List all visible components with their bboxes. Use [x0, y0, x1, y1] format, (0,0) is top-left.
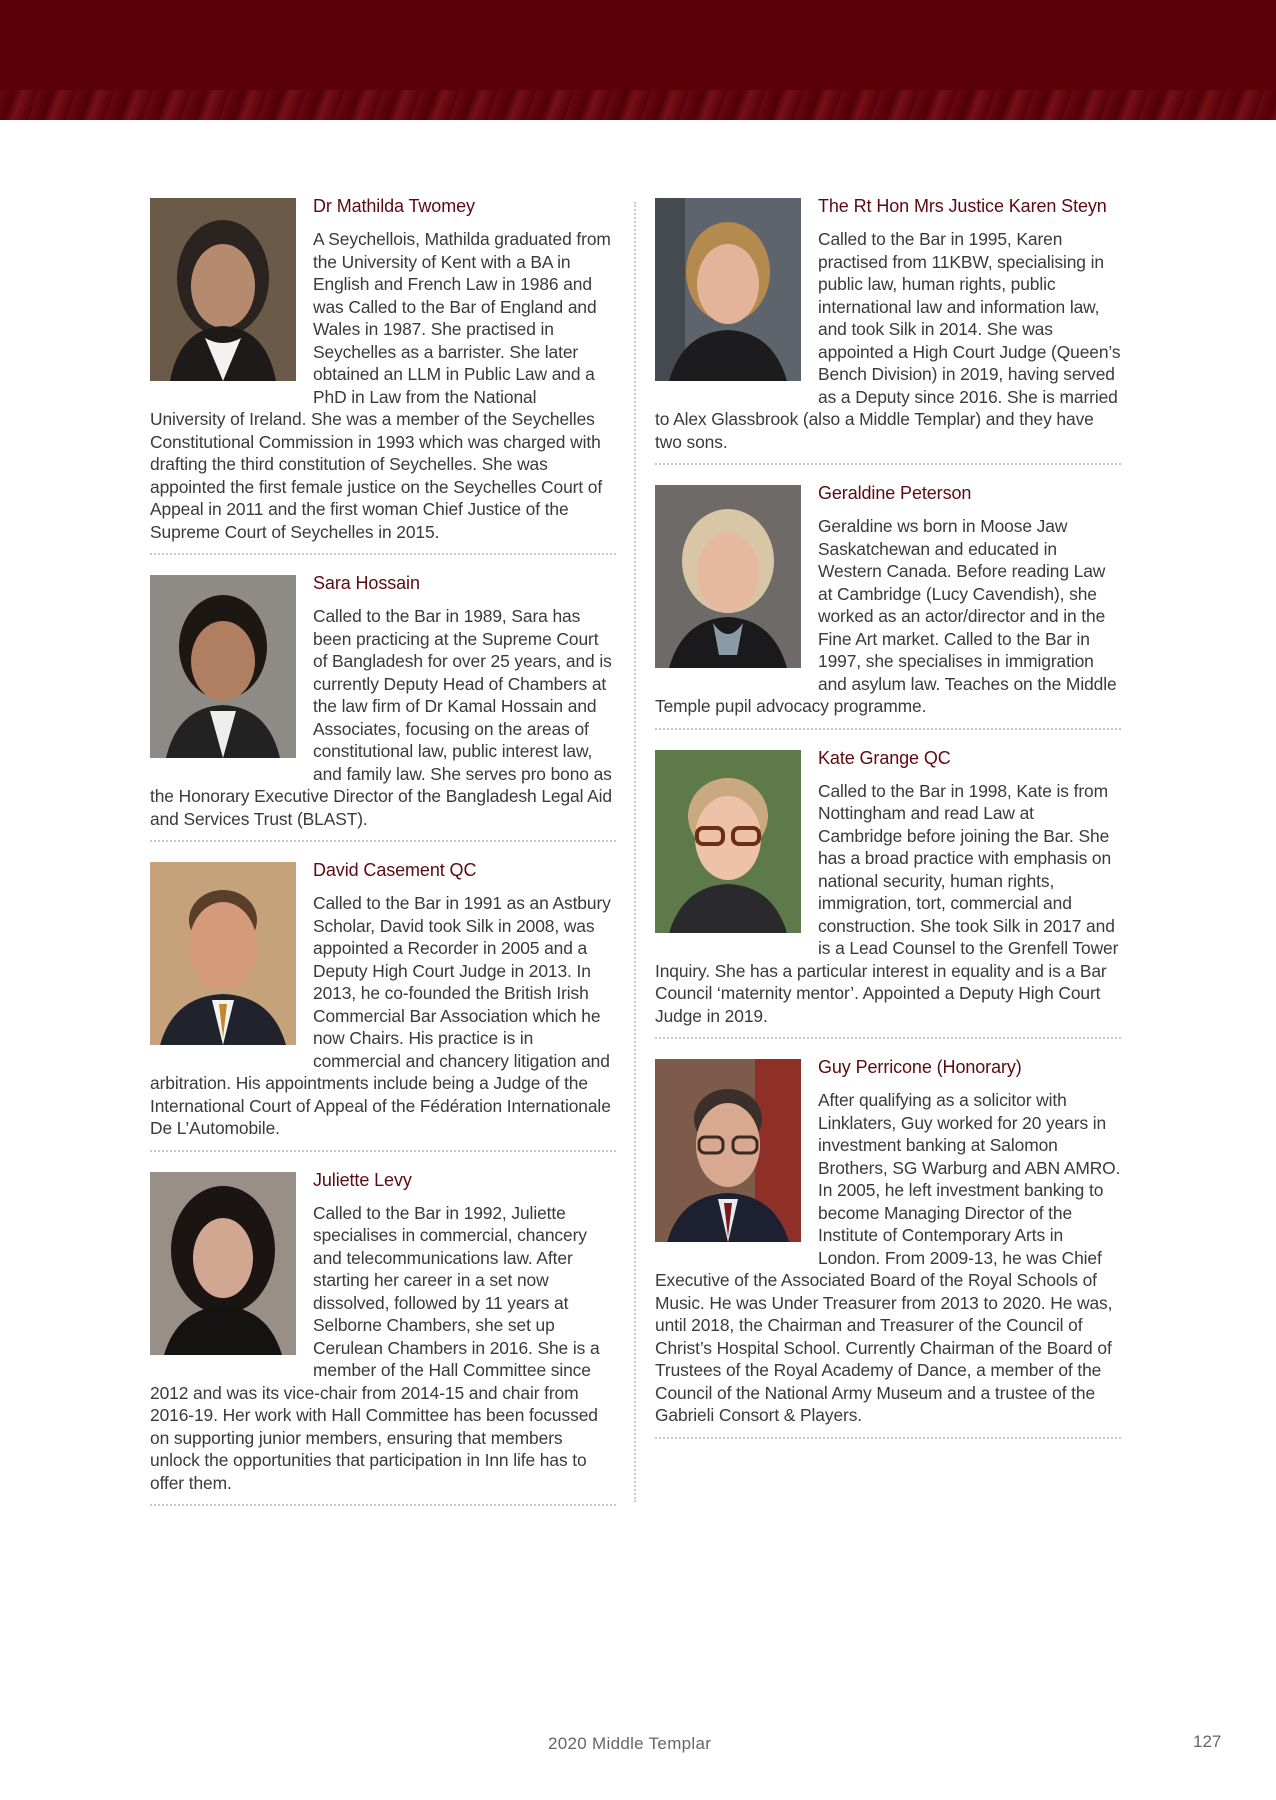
portrait-photo [150, 862, 296, 1045]
person-name: Juliette Levy [313, 1169, 412, 1190]
bio-entry [150, 194, 616, 555]
bio-entry [150, 1168, 616, 1507]
bio-entry [655, 1055, 1121, 1439]
bio-entry [655, 481, 1121, 730]
person-name: Dr Mathilda Twomey [313, 196, 475, 216]
portrait-photo [150, 1172, 296, 1355]
portrait-photo [150, 575, 296, 758]
person-name: The Rt Hon Mrs Justice Karen Steyn [818, 196, 1107, 216]
portrait-photo [655, 1059, 801, 1242]
bio-text: Called to the Bar in 1991 as an Astbury Scholar, David took Silk in 2008, was appointed a Recorder in 2005 and a Deputy High Court Judge in 2013. In 2013, he co-founded the British Irish Commercial Bar Association which he now Chairs. His practice is in commercial and chancery litigation and arbitration. His appointments include being a Judge of the International Court of Appeal of the Fédération Internationale De L’Automobile. [150, 893, 611, 1138]
bio-entry [655, 746, 1121, 1040]
header-pattern-strip [0, 90, 1276, 120]
bio-entry [150, 571, 616, 842]
bio-text: Called to the Bar in 1989, Sara has been practicing at the Supreme Court of Bangladesh for over 25 years, and is currently Deputy Head of Chambers at the law firm of Dr Kamal Hossain and Associates, focusing on the areas of constitutional law, public interest law, and family law. She serves pro bono as the Honorary Executive Director of the Bangladesh Legal Aid and Services Trust (BLAST). [150, 606, 612, 829]
footer-publication-title: 2020 Middle Templar [548, 1734, 712, 1753]
portrait-photo [150, 198, 296, 381]
bio-text: A Seychellois, Mathilda graduated from the University of Kent with a BA in English and French Law in 1986 and was Called to the Bar of England and Wales in 1987. She practised in Seychelles as a barrister. She later obtained an LLM in Public Law and a PhD in Law from the National University of Ireland. She was a member of the Seychelles Constitutional Commission in 1993 which was charged with drafting the third constitution of Seychelles. She was appointed the first female justice on the Seychelles Court of Appeal in 2011 and the first woman Chief Justice of the Supreme Court of Seychelles in 2015. [150, 229, 611, 542]
portrait-photo [655, 750, 801, 933]
person-name: Geraldine Peterson [818, 483, 972, 503]
bio-text: Called to the Bar in 1998, Kate is from Nottingham and read Law at Cambridge before joining the Bar. She has a broad practice with emphasis on national security, human rights, immigration, tort, commercial and construction. She took Silk in 2017 and is a Lead Counsel to the Grenfell Tower Inquiry. She has a particular interest in equality and is a Bar Council ‘maternity mentor’. Appointed a Deputy High Court Judge in 2019. [655, 780, 1119, 1026]
bio-text: Called to the Bar in 1992, Juliette specialises in commercial, chancery and telecommunications law. After starting her career in a set now dissolved, followed by 11 years at Selborne Chambers, she set up Cerulean Chambers in 2016. She is a member of the Hall Committee since 2012 and was its vice-chair from 2014-15 and chair from 2016-19. Her work with Hall Committee has been focussed on supporting junior members, ensuring that members unlock the opportunities that participation in Inn life has to offer them. [150, 1202, 600, 1493]
bio-text: Geraldine ws born in Moose Jaw Saskatchewan and educated in Western Canada. Before reading Law at Cambridge (Lucy Cavendish), she worked as an actor/director and in the Fine Art market. Called to the Bar in 1997, she specialises in immigration and asylum law. Teaches on the Middle Temple pupil advocacy programme. [655, 516, 1117, 716]
page-number: 127 [1193, 1732, 1222, 1751]
person-name: Guy Perricone (Honorary) [818, 1057, 1022, 1077]
person-name: Kate Grange QC [818, 747, 951, 768]
bio-text: Called to the Bar in 1995, Karen practised from 11KBW, specialising in public law, human rights, public international law and information law, and took Silk in 2014. She was appointed a High Court Judge (Queen’s Bench Division) in 2019, having served as a Deputy since 2016. She is married to Alex Glassbrook (also a Middle Templar) and they have two sons. [655, 229, 1121, 452]
left-column [150, 194, 616, 1522]
person-name: Sara Hossain [313, 573, 420, 593]
portrait-photo [655, 485, 801, 668]
portrait-photo [655, 198, 801, 381]
right-column [655, 194, 1121, 1455]
bio-entry [150, 858, 616, 1152]
column-divider [634, 202, 636, 1502]
bio-entry [655, 194, 1121, 465]
person-name: David Casement QC [313, 860, 477, 880]
bio-text: After qualifying as a solicitor with Linklaters, Guy worked for 20 years in investment banking at Salomon Brothers, SG Warburg and ABN AMRO. In 2005, he left investment banking to become Managing Director of the Institute of Contemporary Arts in London. From 2009-13, he was Chief Executive of the Associated Board of the Royal Schools of Music. He was Under Treasurer from 2013 to 2020. He was, until 2018, the Chairman and Treasurer of the Council of Christ’s Hospital School. Currently Chairman of the Board of Trustees of the Royal Academy of Dance, a member of the Council of the National Army Museum and a trustee of the Gabrieli Consort & Players. [655, 1090, 1121, 1425]
